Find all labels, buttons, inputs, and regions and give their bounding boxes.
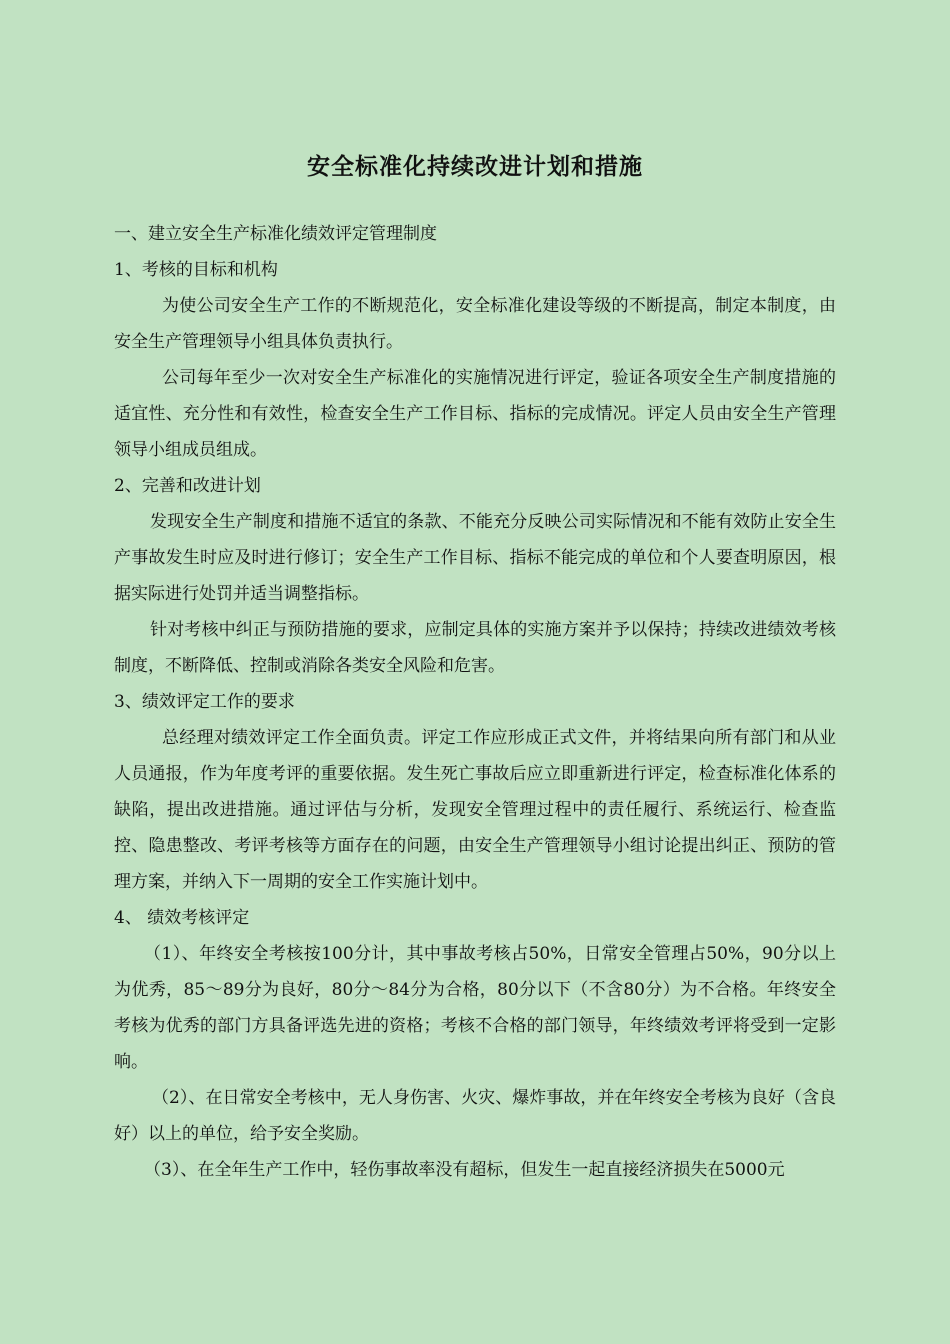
paragraph: 针对考核中纠正与预防措施的要求，应制定具体的实施方案并予以保持；持续改进绩效考核制度，不断降低、控制或消除各类安全风险和危害。: [114, 620, 836, 676]
paragraph: 公司每年至少一次对安全生产标准化的实施情况进行评定，验证各项安全生产制度措施的适宜性、充分性和有效性，检查安全生产工作目标、指标的完成情况。评定人员由安全生产管理领导小组成员组成。: [114, 368, 836, 460]
section-heading: 3、绩效评定工作的要求: [114, 692, 295, 712]
paragraph: 为使公司安全生产工作的不断规范化，安全标准化建设等级的不断提高，制定本制度，由安全生产管理领导小组具体负责执行。: [114, 296, 836, 352]
section-heading: 2、完善和改进计划: [114, 476, 261, 496]
paragraph: （3）、在全年生产工作中，轻伤事故率没有超标，但发生一起直接经济损失在5000元: [144, 1160, 785, 1180]
section-heading: 4、 绩效考核评定: [114, 908, 250, 928]
paragraph: （1）、年终安全考核按100分计，其中事故考核占50%，日常安全管理占50%，90分以上为优秀，85～89分为良好，80分～84分为合格，80分以下（不含80分）为不合格。年终安全考核为优秀的部门方具备评选先进的资格；考核不合格的部门领导，年终绩效考评将受到一定影响。: [114, 944, 836, 1072]
section-heading: 1、考核的目标和机构: [114, 260, 278, 280]
document-body: [114, 216, 836, 1188]
section-heading: 一、建立安全生产标准化绩效评定管理制度: [114, 224, 437, 244]
paragraph: 总经理对绩效评定工作全面负责。评定工作应形成正式文件，并将结果向所有部门和从业人员通报，作为年度考评的重要依据。发生死亡事故后应立即重新进行评定，检查标准化体系的缺陷，提出改进措施。通过评估与分析，发现安全管理过程中的责任履行、系统运行、检查监控、隐患整改、考评考核等方面存在的问题，由安全生产管理领导小组讨论提出纠正、预防的管理方案，并纳入下一周期的安全工作实施计划中。: [114, 728, 836, 892]
document-title: 安全标准化持续改进计划和措施: [307, 153, 643, 181]
paragraph: （2）、在日常安全考核中，无人身伤害、火灾、爆炸事故，并在年终安全考核为良好（含良好）以上的单位，给予安全奖励。: [114, 1088, 836, 1144]
paragraph: 发现安全生产制度和措施不适宜的条款、不能充分反映公司实际情况和不能有效防止安全生产事故发生时应及时进行修订；安全生产工作目标、指标不能完成的单位和个人要查明原因，根据实际进行处罚并适当调整指标。: [114, 512, 836, 604]
